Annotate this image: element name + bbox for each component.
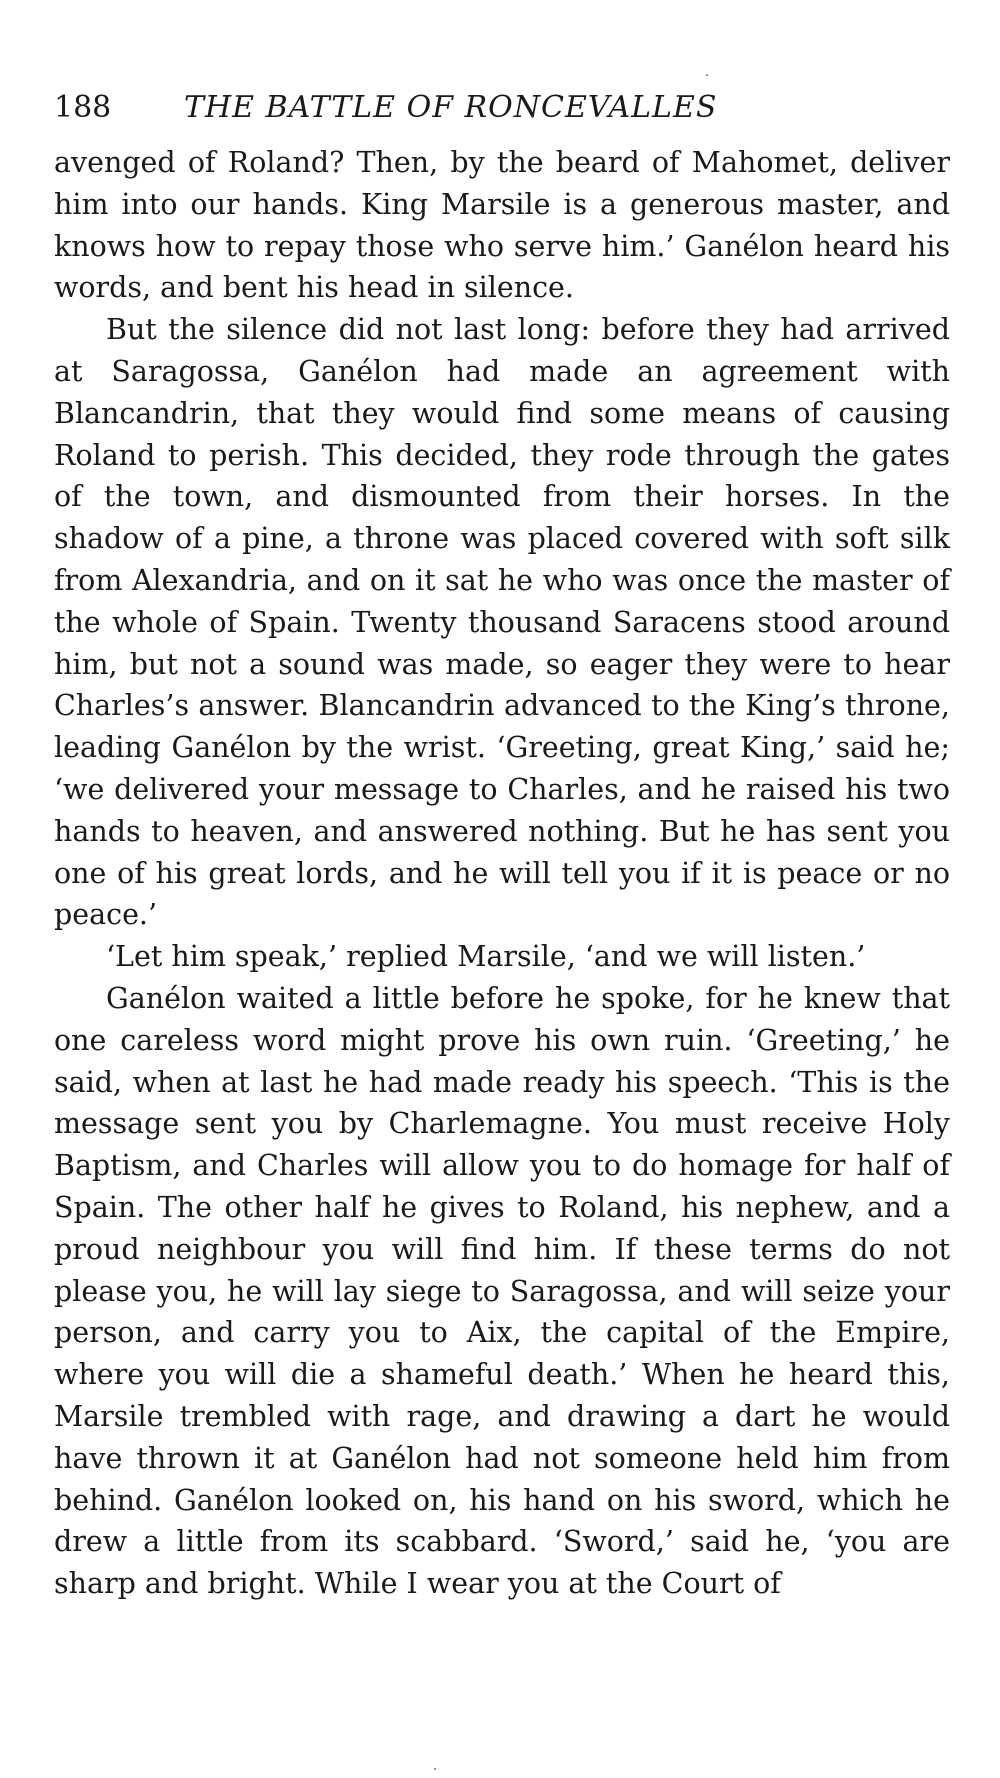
running-title: THE BATTLE OF RONCEVALLES — [184, 90, 718, 125]
body-text — [54, 142, 950, 1605]
page-header — [54, 82, 950, 134]
page-number: 188 — [54, 90, 112, 125]
paragraph-continued: avenged of Roland? Then, by the beard of Mahomet, deliver him into our hands. King Marsile is a generous master, and knows how to repay those who serve him.’ Ganélon heard his words, and bent his head in silence. — [54, 146, 950, 305]
scan-speck — [706, 74, 708, 76]
paragraph: But the silence did not last long: before they had arrived at Saragossa, Ganélon had made an agreement with Blancandrin, that they would find some means of causing Roland to perish. This decided, they rode through the gates of the town, and dismounted from their horses. In the shadow of a pine, a throne was placed covered with soft silk from Alexandria, and on it sat he who was once the master of the whole of Spain. Twenty thousand Saracens stood around him, but not a sound was made, so eager they were to hear Charles’s answer. Blancandrin advanced to the King’s throne, leading Ganélon by the wrist. ‘Greeting, great King,’ said he; ‘we delivered your message to Charles, and he raised his two hands to heaven, and answered nothing. But he has sent you one of his great lords, and he will tell you if it is peace or no peace.’ — [54, 313, 950, 932]
paragraph: Ganélon waited a little before he spoke, for he knew that one careless word might prove his own ruin. ‘Greeting,’ he said, when at last he had made ready his speech. ‘This is the message sent you by Charlemagne. You must receive Holy Baptism, and Charles will allow you to do homage for half of Spain. The other half he gives to Roland, his nephew, and a proud neighbour you will find him. If these terms do not please you, he will lay siege to Saragossa, and will seize your person, and carry you to Aix, the capital of the Empire, where you will die a shameful death.’ When he heard this, Marsile trembled with rage, and drawing a dart he would have thrown it at Ganélon had not someone held him from behind. Ganélon looked on, his hand on his sword, which he drew a little from its scabbard. ‘Sword,’ said he, ‘you are sharp and bright. While I wear you at the Court of — [54, 981, 950, 1601]
paragraph: ‘Let him speak,’ replied Marsile, ‘and we will listen.’ — [106, 940, 866, 974]
book-page — [54, 82, 950, 1605]
scan-speck — [434, 1768, 436, 1770]
